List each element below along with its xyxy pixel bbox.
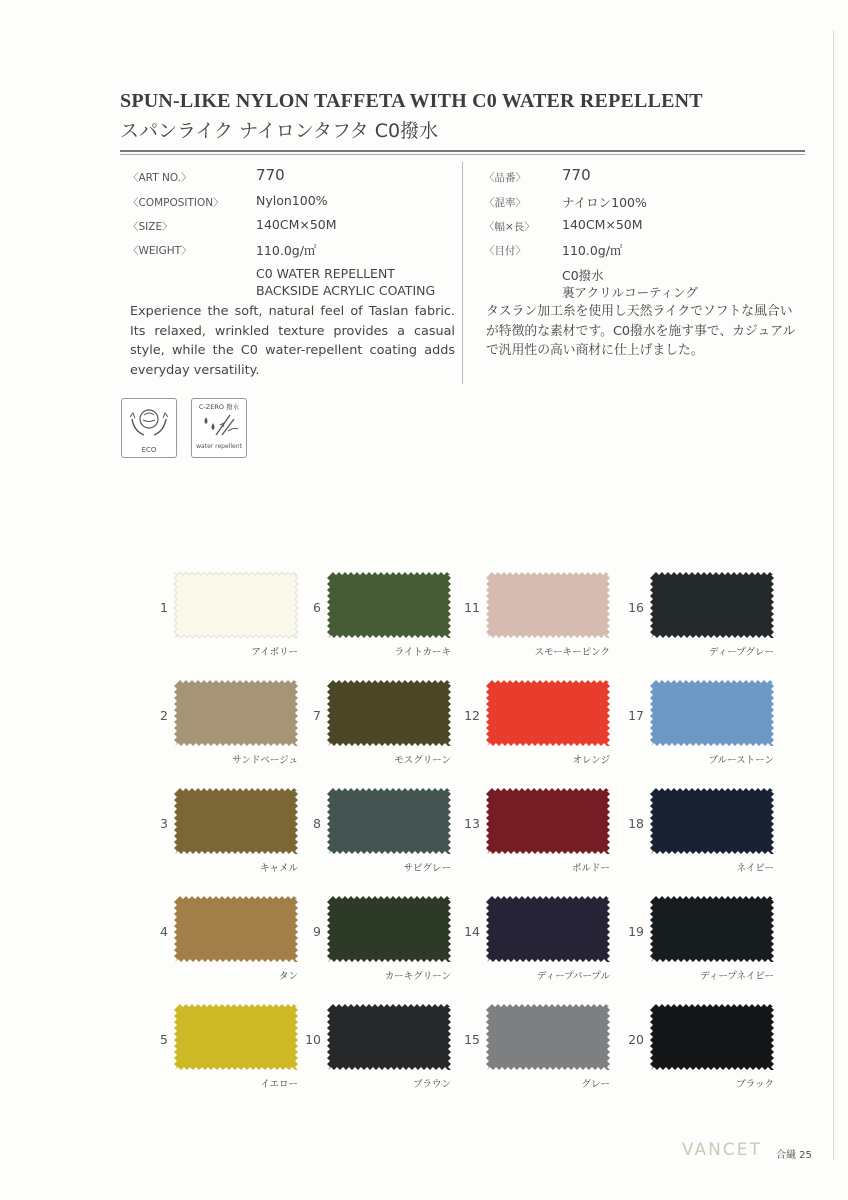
swatch-color-name-11: スモーキーピンク (534, 647, 610, 658)
fabric-swatch-7 (327, 680, 451, 746)
fabric-swatch-12 (486, 680, 610, 746)
description-english: Experience the soft, natural feel of Taslan fabric. Its relaxed, wrinkled texture provides a casual style, while the C0 water-repellent coating adds everyday versatility. (130, 304, 455, 378)
spec-label-hinban: 〈品番〉 (484, 172, 526, 184)
description-japanese: タスラン加工糸を使用し天然ライクでソフトな風合いが特徴的な素材です。C0撥水を施す事で、カジュアルで汎用性の高い商材に仕上げました。 (486, 304, 796, 358)
swatch-number-9: 9 (313, 924, 321, 939)
swatch-color-name-5: イエロー (260, 1079, 298, 1090)
swatch-number-12: 12 (464, 708, 480, 723)
spec-label-size: 〈SIZE〉 (128, 221, 173, 233)
spec-label-art-no: 〈ART NO.〉 (128, 172, 192, 184)
swatch-number-4: 4 (160, 924, 168, 939)
swatch-number-5: 5 (160, 1032, 168, 1047)
spec-label-composition: 〈COMPOSITION〉 (128, 197, 224, 209)
page-title-english: SPUN-LIKE NYLON TAFFETA WITH C0 WATER REPELLENT (120, 90, 703, 112)
page-title-japanese: スパンライク ナイロンタフタ C0撥水 (120, 120, 439, 142)
spec-value-konritsu: ナイロン100% (562, 195, 647, 210)
fabric-swatch-18 (650, 788, 774, 854)
eco-badge (121, 398, 177, 458)
czero-badge-label: water repellent (196, 443, 242, 450)
swatch-number-14: 14 (464, 924, 480, 939)
fabric-swatch-1 (174, 572, 298, 638)
fabric-swatch-19 (650, 896, 774, 962)
fabric-swatch-14 (486, 896, 610, 962)
swatch-number-7: 7 (313, 708, 321, 723)
spec-value-weight: 110.0g/㎡ (256, 243, 317, 258)
spec-label-weight: 〈WEIGHT〉 (128, 245, 192, 257)
swatch-color-name-2: サンドベージュ (232, 755, 298, 766)
page-edge-divider (833, 30, 834, 1160)
fabric-swatch-3 (174, 788, 298, 854)
swatch-color-name-13: ボルドー (571, 863, 610, 874)
swatch-number-18: 18 (628, 816, 644, 831)
fabric-swatch-4 (174, 896, 298, 962)
swatch-number-10: 10 (305, 1032, 321, 1047)
spec-finish-english-1: C0 WATER REPELLENT (256, 266, 395, 281)
page-number: 合繊 25 (776, 1150, 812, 1161)
swatch-number-15: 15 (464, 1032, 480, 1047)
swatch-color-name-19: ディープネイビー (700, 971, 774, 982)
czero-badge (191, 398, 247, 458)
fabric-swatch-15 (486, 1004, 610, 1070)
spec-value-composition: Nylon100% (256, 193, 328, 208)
spec-label-konritsu: 〈混率〉 (484, 197, 526, 209)
fabric-swatch-9 (327, 896, 451, 962)
swatch-number-2: 2 (160, 708, 168, 723)
swatch-color-name-3: キャメル (259, 863, 298, 874)
fabric-swatch-6 (327, 572, 451, 638)
spec-finish-japanese-1: C0撥水 (562, 268, 604, 283)
czero-badge-title: C-ZERO 撥水 (198, 403, 240, 411)
swatch-number-3: 3 (160, 816, 168, 831)
spec-label-metsuke: 〈目付〉 (484, 245, 526, 257)
swatch-number-11: 11 (464, 600, 480, 615)
fabric-swatch-16 (650, 572, 774, 638)
column-divider (462, 162, 463, 384)
eco-hands-icon (122, 399, 176, 443)
spec-value-art-no: 770 (256, 166, 285, 184)
spec-value-hinban: 770 (562, 166, 591, 184)
title-divider-thin (120, 154, 805, 155)
fabric-swatch-13 (486, 788, 610, 854)
swatch-color-name-20: ブラック (736, 1079, 774, 1090)
swatch-number-6: 6 (313, 600, 321, 615)
spec-label-haba: 〈幅×長〉 (484, 221, 535, 233)
swatch-color-name-16: ディープグレー (709, 647, 774, 658)
water-repellent-icon (192, 411, 246, 439)
fabric-swatch-2 (174, 680, 298, 746)
brand-logo-text: VANCET (682, 1140, 762, 1160)
swatch-color-name-17: ブルーストーン (708, 755, 774, 766)
swatch-number-13: 13 (464, 816, 480, 831)
swatch-color-name-14: ディープパープル (536, 971, 610, 982)
swatch-number-17: 17 (628, 708, 644, 723)
swatch-color-name-12: オレンジ (572, 755, 610, 766)
fabric-swatch-17 (650, 680, 774, 746)
swatch-color-name-8: サビグレー (403, 863, 451, 874)
swatch-color-name-6: ライトカーキ (394, 647, 451, 658)
fabric-swatch-5 (174, 1004, 298, 1070)
swatch-number-16: 16 (628, 600, 644, 615)
swatch-color-name-9: カーキグリーン (384, 971, 451, 982)
fabric-swatch-10 (327, 1004, 451, 1070)
swatch-color-name-4: タン (278, 971, 298, 982)
fabric-swatch-20 (650, 1004, 774, 1070)
swatch-color-name-7: モスグリーン (394, 755, 451, 766)
spec-value-haba: 140CM×50M (562, 217, 643, 232)
spec-finish-japanese-2: 裏アクリルコーティング (562, 285, 698, 300)
swatch-number-1: 1 (160, 600, 168, 615)
fabric-swatch-8 (327, 788, 451, 854)
swatch-number-19: 19 (628, 924, 644, 939)
eco-badge-label: ECO (141, 446, 157, 454)
spec-finish-english-2: BACKSIDE ACRYLIC COATING (256, 283, 436, 298)
swatch-number-8: 8 (313, 816, 321, 831)
title-divider (120, 150, 805, 152)
fabric-swatch-11 (486, 572, 610, 638)
swatch-color-name-15: グレー (581, 1079, 610, 1090)
swatch-number-20: 20 (628, 1032, 644, 1047)
spec-value-size: 140CM×50M (256, 217, 337, 232)
spec-value-metsuke: 110.0g/㎡ (562, 243, 623, 258)
swatch-color-name-1: アイボリー (251, 647, 298, 658)
swatch-color-name-10: ブラウン (412, 1079, 451, 1090)
swatch-color-name-18: ネイビー (736, 863, 774, 874)
